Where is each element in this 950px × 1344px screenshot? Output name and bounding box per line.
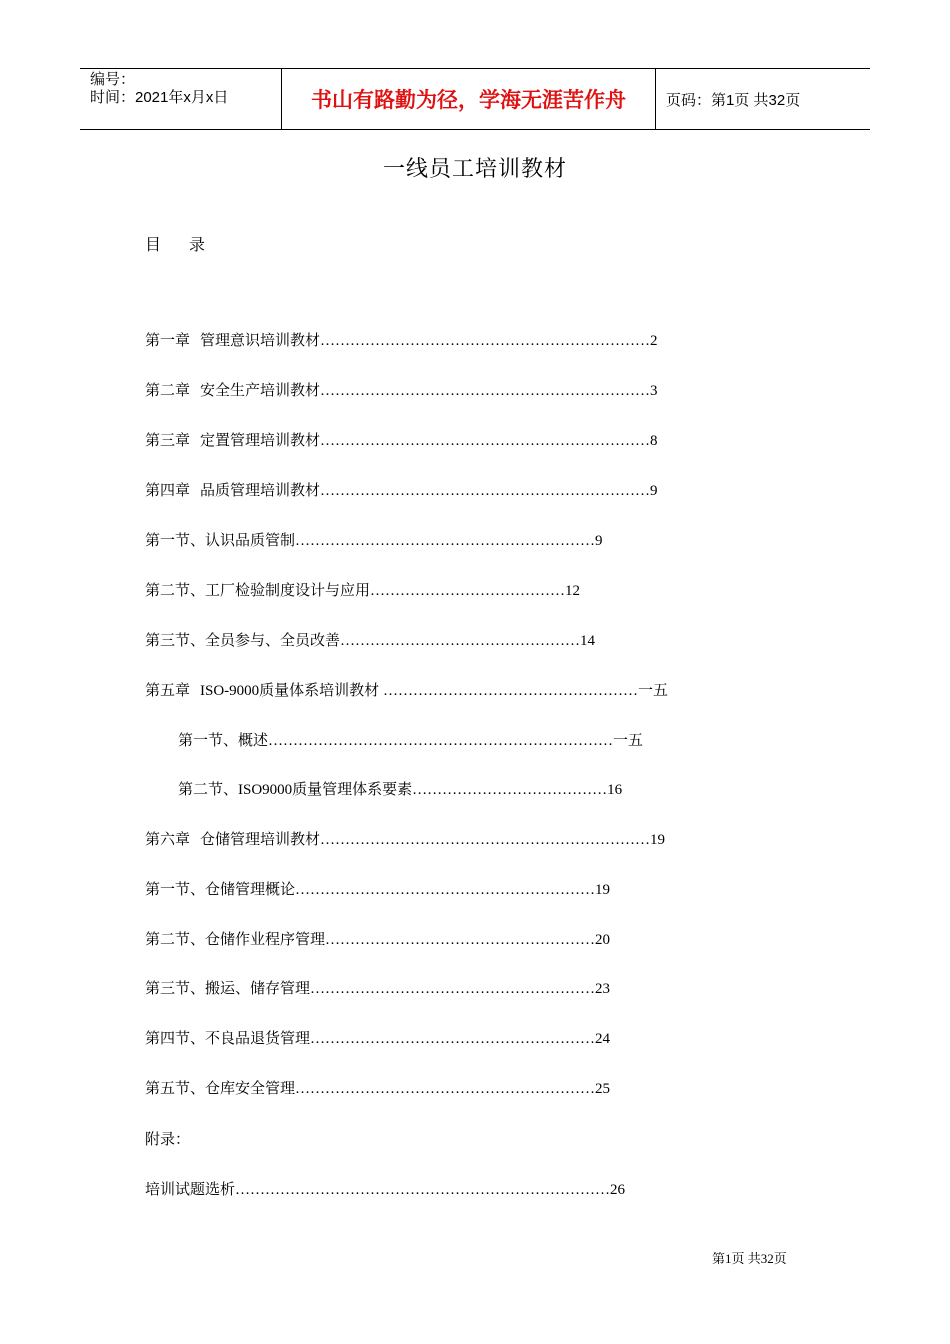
toc-leader-dots: ………………………………………………: [325, 932, 596, 948]
toc-chapter-prefix: 第四章: [145, 483, 191, 499]
toc-page-number: 20: [595, 932, 611, 948]
toc-entry[interactable]: [178, 731, 643, 751]
toc-entry[interactable]: [145, 830, 665, 850]
page-footer: 第1页 共32页: [712, 1251, 787, 1266]
toc-page-number: 一五: [613, 733, 644, 749]
toc-entry[interactable]: [145, 979, 610, 999]
toc-leader-dots: …………………………………………: [340, 633, 581, 649]
toc-entry[interactable]: [145, 880, 610, 900]
toc-chapter-prefix: 第三章: [145, 433, 191, 449]
toc-page-number: 2: [650, 333, 658, 349]
toc-entry-text: 品质管理培训教材: [200, 483, 321, 499]
document-title: 一线员工培训教材: [382, 156, 567, 181]
toc-entry[interactable]: [145, 481, 658, 501]
toc-leader-dots: ……………………………………………: [382, 683, 638, 699]
toc-entry[interactable]: [145, 631, 595, 651]
toc-page-number: 12: [565, 583, 581, 599]
toc-entry[interactable]: [145, 331, 658, 351]
toc-leader-dots: …………………………………………………………: [320, 333, 651, 349]
toc-entry-text: 培训试题选析: [145, 1182, 236, 1198]
toc-entry-text: 管理意识培训教材: [200, 333, 321, 349]
toc-page-number: 9: [650, 483, 658, 499]
toc-entry[interactable]: [145, 381, 658, 401]
toc-entry-text: 第二节、ISO9000质量管理体系要素: [178, 782, 413, 798]
toc-chapter-prefix: 第一章: [145, 333, 191, 349]
toc-entry[interactable]: [145, 930, 610, 950]
toc-entry-text: 第三节、全员参与、全员改善: [145, 633, 341, 649]
toc-entry-text: 第三节、搬运、储存管理: [145, 981, 311, 997]
toc-page-number: 16: [607, 782, 623, 798]
toc-entry[interactable]: [145, 1079, 610, 1099]
header-motto: 书山有路勤为径，学海无涯苦作舟: [311, 89, 626, 112]
toc-leader-dots: …………………………………………………………: [320, 483, 651, 499]
toc-page-number: 19: [650, 832, 666, 848]
toc-leader-dots: …………………………………: [370, 583, 566, 599]
header-meta: [80, 69, 281, 129]
toc-leader-dots: …………………………………: [412, 782, 608, 798]
document-date: 时间：2021年x月x日: [90, 89, 229, 106]
toc-chapter-prefix: 第六章: [145, 832, 191, 848]
toc-heading: 目 录: [145, 237, 218, 254]
document-number-label: 编号：: [90, 71, 136, 88]
toc-entry-text: 安全生产培训教材: [200, 383, 321, 399]
toc-page-number: 25: [595, 1081, 611, 1097]
toc-leader-dots: …………………………………………………………: [320, 832, 651, 848]
toc-entry[interactable]: [145, 581, 580, 601]
toc-leader-dots: ……………………………………………………………: [268, 733, 614, 749]
toc-entry-text: 第一节、概述: [178, 733, 269, 749]
toc-leader-dots: ……………………………………………………: [295, 1081, 596, 1097]
toc-page-number: 24: [595, 1031, 611, 1047]
toc-page-number: 26: [610, 1182, 626, 1198]
toc-entry-text: 第五节、仓库安全管理: [145, 1081, 296, 1097]
toc-chapter-prefix: 第二章: [145, 383, 191, 399]
toc-leader-dots: …………………………………………………………: [320, 433, 651, 449]
appendix-label: 附录：: [145, 1132, 191, 1148]
toc-entry[interactable]: [145, 431, 658, 451]
toc-entry-text: 第一节、认识品质管制: [145, 533, 296, 549]
toc-entry-text: ISO-9000质量体系培训教材: [200, 683, 383, 699]
toc-chapter-prefix: 第五章: [145, 683, 191, 699]
toc-page-number: 19: [595, 882, 611, 898]
document-header: [80, 68, 870, 130]
toc-page-number: 一五: [637, 683, 668, 699]
header-page-info: 页码：第1页 共32页: [666, 91, 801, 109]
toc-page-number: 3: [650, 383, 658, 399]
header-divider: [655, 69, 656, 129]
toc-entry[interactable]: [145, 681, 668, 701]
toc-page-number: 9: [595, 533, 603, 549]
toc-page-number: 23: [595, 981, 611, 997]
toc-leader-dots: …………………………………………………: [310, 981, 596, 997]
toc-entry[interactable]: [178, 780, 622, 800]
toc-leader-dots: ……………………………………………………: [295, 882, 596, 898]
toc-entry-text: 仓储管理培训教材: [200, 832, 321, 848]
toc-leader-dots: …………………………………………………………………: [235, 1182, 611, 1198]
toc-entry[interactable]: [145, 1180, 625, 1200]
toc-entry-text: 第一节、仓储管理概论: [145, 882, 296, 898]
toc-entry-text: 定置管理培训教材: [200, 433, 321, 449]
toc-entry[interactable]: [145, 531, 603, 551]
toc-entry-text: 第二节、仓储作业程序管理: [145, 932, 326, 948]
toc-page-number: 8: [650, 433, 658, 449]
toc-leader-dots: …………………………………………………: [310, 1031, 596, 1047]
toc-page-number: 14: [580, 633, 596, 649]
toc-leader-dots: …………………………………………………………: [320, 383, 651, 399]
toc-entry-text: 第四节、不良品退货管理: [145, 1031, 311, 1047]
toc-leader-dots: ……………………………………………………: [295, 533, 596, 549]
toc-entry-text: 第二节、工厂检验制度设计与应用: [145, 583, 371, 599]
toc-entry[interactable]: [145, 1029, 610, 1049]
